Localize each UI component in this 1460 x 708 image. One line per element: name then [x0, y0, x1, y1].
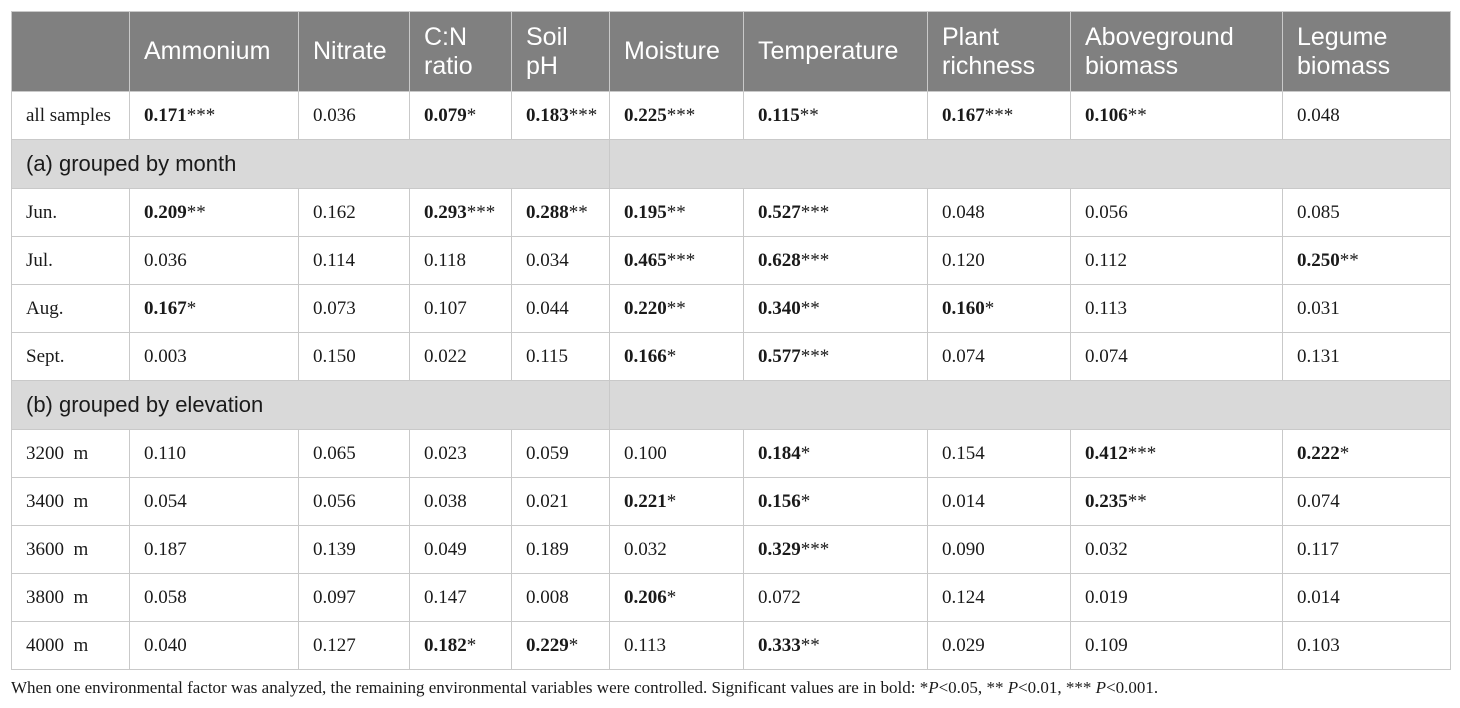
table-cell	[130, 478, 299, 526]
table-cell	[130, 92, 299, 140]
cell-value: 0.156	[758, 490, 801, 512]
significance-stars: **	[1127, 490, 1147, 512]
cell-value: 0.014	[942, 490, 985, 512]
significance-stars: *	[666, 586, 677, 608]
cell-value: 0.036	[144, 249, 187, 271]
cell-value: 0.090	[942, 538, 985, 560]
column-header	[1071, 12, 1283, 92]
table-cell	[744, 622, 928, 670]
column-header-line: Legume	[1297, 22, 1388, 51]
cell-value: 0.187	[144, 538, 187, 560]
table-cell	[1071, 430, 1283, 478]
cell-value: 0.183	[526, 104, 569, 126]
table-cell	[928, 430, 1071, 478]
cell-value: 0.220	[624, 297, 667, 319]
cell-value: 0.139	[313, 538, 356, 560]
footnote-p3-rest: <0.001.	[1106, 678, 1159, 697]
table-cell	[130, 333, 299, 381]
column-header-line: Aboveground	[1085, 22, 1234, 51]
significance-stars: ***	[466, 201, 496, 223]
table-cell	[512, 237, 610, 285]
cell-value: 0.127	[313, 634, 356, 656]
table-cell	[1071, 574, 1283, 622]
table-cell	[744, 430, 928, 478]
cell-value: 0.184	[758, 442, 801, 464]
table-cell	[744, 92, 928, 140]
significance-stars: *	[984, 297, 995, 319]
cell-value: 0.209	[144, 201, 187, 223]
table-cell	[512, 189, 610, 237]
column-header-line: ratio	[424, 51, 473, 80]
row-label: 3400 m	[12, 478, 130, 526]
group-label: (b) grouped by elevation	[12, 381, 610, 430]
cell-value: 0.056	[313, 490, 356, 512]
column-header-line: Temperature	[758, 37, 899, 65]
cell-value: 0.058	[144, 586, 187, 608]
table-cell	[928, 285, 1071, 333]
table-cell	[928, 526, 1071, 574]
column-header-line: Plant	[942, 22, 999, 51]
cell-value: 0.225	[624, 104, 667, 126]
cell-value: 0.117	[1297, 538, 1340, 560]
header-corner-cell	[12, 12, 130, 92]
table-row	[12, 237, 1451, 285]
table-cell	[744, 478, 928, 526]
cell-value: 0.022	[424, 345, 467, 367]
cell-value: 0.288	[526, 201, 569, 223]
table-cell	[1283, 478, 1451, 526]
table-row	[12, 526, 1451, 574]
table-cell	[744, 285, 928, 333]
column-header-line: richness	[942, 51, 1036, 80]
column-header-line: Nitrate	[313, 37, 387, 65]
footnote-p-symbol-3: P	[1095, 678, 1107, 697]
table-cell	[1283, 574, 1451, 622]
cell-value: 0.003	[144, 345, 187, 367]
significance-stars: **	[568, 201, 588, 223]
table-cell	[512, 622, 610, 670]
table-cell	[1071, 237, 1283, 285]
cell-value: 0.103	[1297, 634, 1340, 656]
cell-value: 0.167	[144, 297, 187, 319]
table-cell	[512, 430, 610, 478]
cell-value: 0.222	[1297, 442, 1340, 464]
cell-value: 0.085	[1297, 201, 1340, 223]
cell-value: 0.106	[1085, 104, 1128, 126]
significance-stars: ***	[800, 201, 830, 223]
table-cell	[299, 189, 410, 237]
table-cell	[410, 285, 512, 333]
table-cell	[512, 478, 610, 526]
cell-value: 0.250	[1297, 249, 1340, 271]
cell-value: 0.044	[526, 297, 569, 319]
table-cell	[299, 622, 410, 670]
table-cell	[512, 285, 610, 333]
column-header-line: C:N	[424, 22, 468, 51]
cell-value: 0.221	[624, 490, 667, 512]
table-cell	[1071, 92, 1283, 140]
table-cell	[928, 333, 1071, 381]
cell-value: 0.097	[313, 586, 356, 608]
table-cell	[130, 430, 299, 478]
cell-value: 0.110	[144, 442, 187, 464]
cell-value: 0.114	[313, 249, 356, 271]
significance-stars: *	[666, 345, 677, 367]
footnote-p1-stars: *	[919, 678, 929, 697]
significance-stars: **	[1127, 104, 1147, 126]
table-row	[12, 92, 1451, 140]
partial-correlation-table	[11, 11, 1451, 670]
table-cell	[512, 526, 610, 574]
significance-stars: **	[1339, 249, 1359, 271]
cell-value: 0.131	[1297, 345, 1340, 367]
table-cell	[299, 478, 410, 526]
table-cell	[928, 478, 1071, 526]
significance-stars: ***	[800, 249, 830, 271]
footnote-p-symbol-2: P	[1007, 678, 1019, 697]
cell-value: 0.189	[526, 538, 569, 560]
significance-stars: *	[466, 634, 477, 656]
table-cell	[928, 574, 1071, 622]
table-row	[12, 333, 1451, 381]
cell-value: 0.527	[758, 201, 801, 223]
column-header	[610, 12, 744, 92]
cell-value: 0.150	[313, 345, 356, 367]
footnote-p3-stars: ***	[1065, 678, 1096, 697]
cell-value: 0.014	[1297, 586, 1340, 608]
significance-stars: *	[800, 490, 811, 512]
table-cell	[299, 92, 410, 140]
significance-stars: **	[800, 634, 820, 656]
footnote-p2-stars: **	[986, 678, 1008, 697]
table-cell	[512, 333, 610, 381]
cell-value: 0.036	[313, 104, 356, 126]
significance-stars: ***	[568, 104, 598, 126]
row-label: 3600 m	[12, 526, 130, 574]
group-spacer	[610, 140, 1451, 189]
table-cell	[410, 574, 512, 622]
table-cell	[928, 622, 1071, 670]
row-label: Aug.	[12, 285, 130, 333]
table-cell	[1283, 430, 1451, 478]
table-cell	[928, 237, 1071, 285]
cell-value: 0.056	[1085, 201, 1128, 223]
significance-stars: **	[186, 201, 206, 223]
column-header-line: biomass	[1085, 51, 1179, 80]
significance-stars: *	[466, 104, 477, 126]
significance-stars: *	[1339, 442, 1350, 464]
table-cell	[610, 622, 744, 670]
cell-value: 0.100	[624, 442, 667, 464]
footnote-p1-rest: <0.05,	[938, 678, 987, 697]
table-cell	[610, 237, 744, 285]
row-label: 4000 m	[12, 622, 130, 670]
significance-stars: ***	[800, 538, 830, 560]
cell-value: 0.120	[942, 249, 985, 271]
significance-stars: ***	[800, 345, 830, 367]
cell-value: 0.048	[1297, 104, 1340, 126]
cell-value: 0.023	[424, 442, 467, 464]
table-cell	[928, 92, 1071, 140]
group-label: (a) grouped by month	[12, 140, 610, 189]
table-row	[12, 285, 1451, 333]
table-cell	[1071, 526, 1283, 574]
cell-value: 0.032	[1085, 538, 1128, 560]
column-header	[1283, 12, 1451, 92]
significance-stars: *	[186, 297, 197, 319]
table-row	[12, 430, 1451, 478]
table-cell	[744, 237, 928, 285]
table-cell	[610, 526, 744, 574]
cell-value: 0.118	[424, 249, 467, 271]
table-cell	[410, 92, 512, 140]
cell-value: 0.112	[1085, 249, 1128, 271]
table-footnote	[11, 678, 1450, 698]
cell-value: 0.038	[424, 490, 467, 512]
table-cell	[299, 285, 410, 333]
significance-stars: ***	[666, 104, 696, 126]
table-cell	[410, 237, 512, 285]
cell-value: 0.008	[526, 586, 569, 608]
cell-value: 0.115	[526, 345, 569, 367]
group-spacer	[610, 381, 1451, 430]
group-header-row	[12, 381, 1451, 430]
cell-value: 0.048	[942, 201, 985, 223]
cell-value: 0.171	[144, 104, 187, 126]
table-cell	[744, 189, 928, 237]
table-cell	[130, 237, 299, 285]
cell-value: 0.079	[424, 104, 467, 126]
table-cell	[130, 189, 299, 237]
cell-value: 0.034	[526, 249, 569, 271]
cell-value: 0.293	[424, 201, 467, 223]
table-row	[12, 478, 1451, 526]
cell-value: 0.124	[942, 586, 985, 608]
table-cell	[130, 285, 299, 333]
cell-value: 0.229	[526, 634, 569, 656]
column-header-line: biomass	[1297, 51, 1391, 80]
cell-value: 0.072	[758, 586, 801, 608]
table-cell	[130, 574, 299, 622]
cell-value: 0.206	[624, 586, 667, 608]
table-cell	[512, 574, 610, 622]
table-cell	[744, 574, 928, 622]
table-cell	[410, 333, 512, 381]
cell-value: 0.113	[624, 634, 667, 656]
significance-stars: ***	[186, 104, 216, 126]
table-cell	[610, 285, 744, 333]
table-cell	[1283, 526, 1451, 574]
table-cell	[610, 92, 744, 140]
cell-value: 0.107	[424, 297, 467, 319]
table-cell	[744, 526, 928, 574]
cell-value: 0.333	[758, 634, 801, 656]
column-header-line: pH	[526, 51, 558, 80]
cell-value: 0.628	[758, 249, 801, 271]
cell-value: 0.154	[942, 442, 985, 464]
table-body	[12, 92, 1451, 670]
cell-value: 0.031	[1297, 297, 1340, 319]
table-cell	[299, 333, 410, 381]
cell-value: 0.113	[1085, 297, 1128, 319]
cell-value: 0.195	[624, 201, 667, 223]
significance-stars: *	[568, 634, 579, 656]
row-label: 3800 m	[12, 574, 130, 622]
table-cell	[299, 237, 410, 285]
row-label: Sept.	[12, 333, 130, 381]
table-cell	[1283, 622, 1451, 670]
table-cell	[610, 430, 744, 478]
cell-value: 0.235	[1085, 490, 1128, 512]
table-cell	[1283, 189, 1451, 237]
column-header	[299, 12, 410, 92]
significance-stars: ***	[984, 104, 1014, 126]
results-table-container	[11, 11, 1450, 670]
table-cell	[1283, 285, 1451, 333]
cell-value: 0.032	[624, 538, 667, 560]
footnote-p2-rest: <0.01,	[1018, 678, 1066, 697]
cell-value: 0.019	[1085, 586, 1128, 608]
table-cell	[1071, 285, 1283, 333]
significance-stars: *	[666, 490, 677, 512]
cell-value: 0.340	[758, 297, 801, 319]
cell-value: 0.059	[526, 442, 569, 464]
table-cell	[410, 622, 512, 670]
cell-value: 0.160	[942, 297, 985, 319]
table-cell	[744, 333, 928, 381]
table-cell	[299, 526, 410, 574]
table-cell	[410, 478, 512, 526]
significance-stars: **	[800, 297, 820, 319]
significance-stars: *	[800, 442, 811, 464]
table-cell	[1283, 92, 1451, 140]
cell-value: 0.074	[1297, 490, 1340, 512]
cell-value: 0.147	[424, 586, 467, 608]
column-header	[928, 12, 1071, 92]
table-cell	[1071, 478, 1283, 526]
footnote-text: When one environmental factor was analyzed, the remaining environmental variables were controlled. Significant values are in bold:	[11, 678, 920, 697]
cell-value: 0.029	[942, 634, 985, 656]
column-header	[130, 12, 299, 92]
column-header-line: Moisture	[624, 37, 720, 65]
table-cell	[410, 189, 512, 237]
column-header-line: Ammonium	[144, 37, 271, 65]
table-cell	[512, 92, 610, 140]
cell-value: 0.577	[758, 345, 801, 367]
table-cell	[610, 574, 744, 622]
table-row	[12, 622, 1451, 670]
table-cell	[299, 574, 410, 622]
cell-value: 0.109	[1085, 634, 1128, 656]
cell-value: 0.465	[624, 249, 667, 271]
row-label: Jun.	[12, 189, 130, 237]
significance-stars: **	[666, 297, 686, 319]
table-cell	[1071, 333, 1283, 381]
column-header-line: Soil	[526, 22, 568, 51]
row-label: all samples	[12, 92, 130, 140]
cell-value: 0.073	[313, 297, 356, 319]
cell-value: 0.167	[942, 104, 985, 126]
table-cell	[410, 430, 512, 478]
table-cell	[610, 189, 744, 237]
cell-value: 0.166	[624, 345, 667, 367]
row-label: Jul.	[12, 237, 130, 285]
column-header	[744, 12, 928, 92]
table-row	[12, 574, 1451, 622]
table-header-row	[12, 12, 1451, 92]
footnote-p-symbol-1: P	[928, 678, 939, 697]
table-cell	[1283, 237, 1451, 285]
significance-stars: ***	[1127, 442, 1157, 464]
table-cell	[130, 526, 299, 574]
column-header	[410, 12, 512, 92]
table-cell	[1283, 333, 1451, 381]
column-header	[512, 12, 610, 92]
cell-value: 0.412	[1085, 442, 1128, 464]
cell-value: 0.054	[144, 490, 187, 512]
cell-value: 0.074	[1085, 345, 1128, 367]
cell-value: 0.329	[758, 538, 801, 560]
table-cell	[610, 478, 744, 526]
table-cell	[610, 333, 744, 381]
significance-stars: **	[666, 201, 686, 223]
cell-value: 0.182	[424, 634, 467, 656]
group-header-row	[12, 140, 1451, 189]
significance-stars: **	[799, 104, 819, 126]
row-label: 3200 m	[12, 430, 130, 478]
cell-value: 0.040	[144, 634, 187, 656]
cell-value: 0.065	[313, 442, 356, 464]
table-cell	[1071, 189, 1283, 237]
cell-value: 0.115	[758, 104, 800, 126]
table-cell	[1071, 622, 1283, 670]
cell-value: 0.049	[424, 538, 467, 560]
cell-value: 0.074	[942, 345, 985, 367]
table-cell	[928, 189, 1071, 237]
significance-stars: ***	[666, 249, 696, 271]
table-cell	[410, 526, 512, 574]
cell-value: 0.162	[313, 201, 356, 223]
cell-value: 0.021	[526, 490, 569, 512]
table-row	[12, 189, 1451, 237]
table-cell	[130, 622, 299, 670]
table-cell	[299, 430, 410, 478]
